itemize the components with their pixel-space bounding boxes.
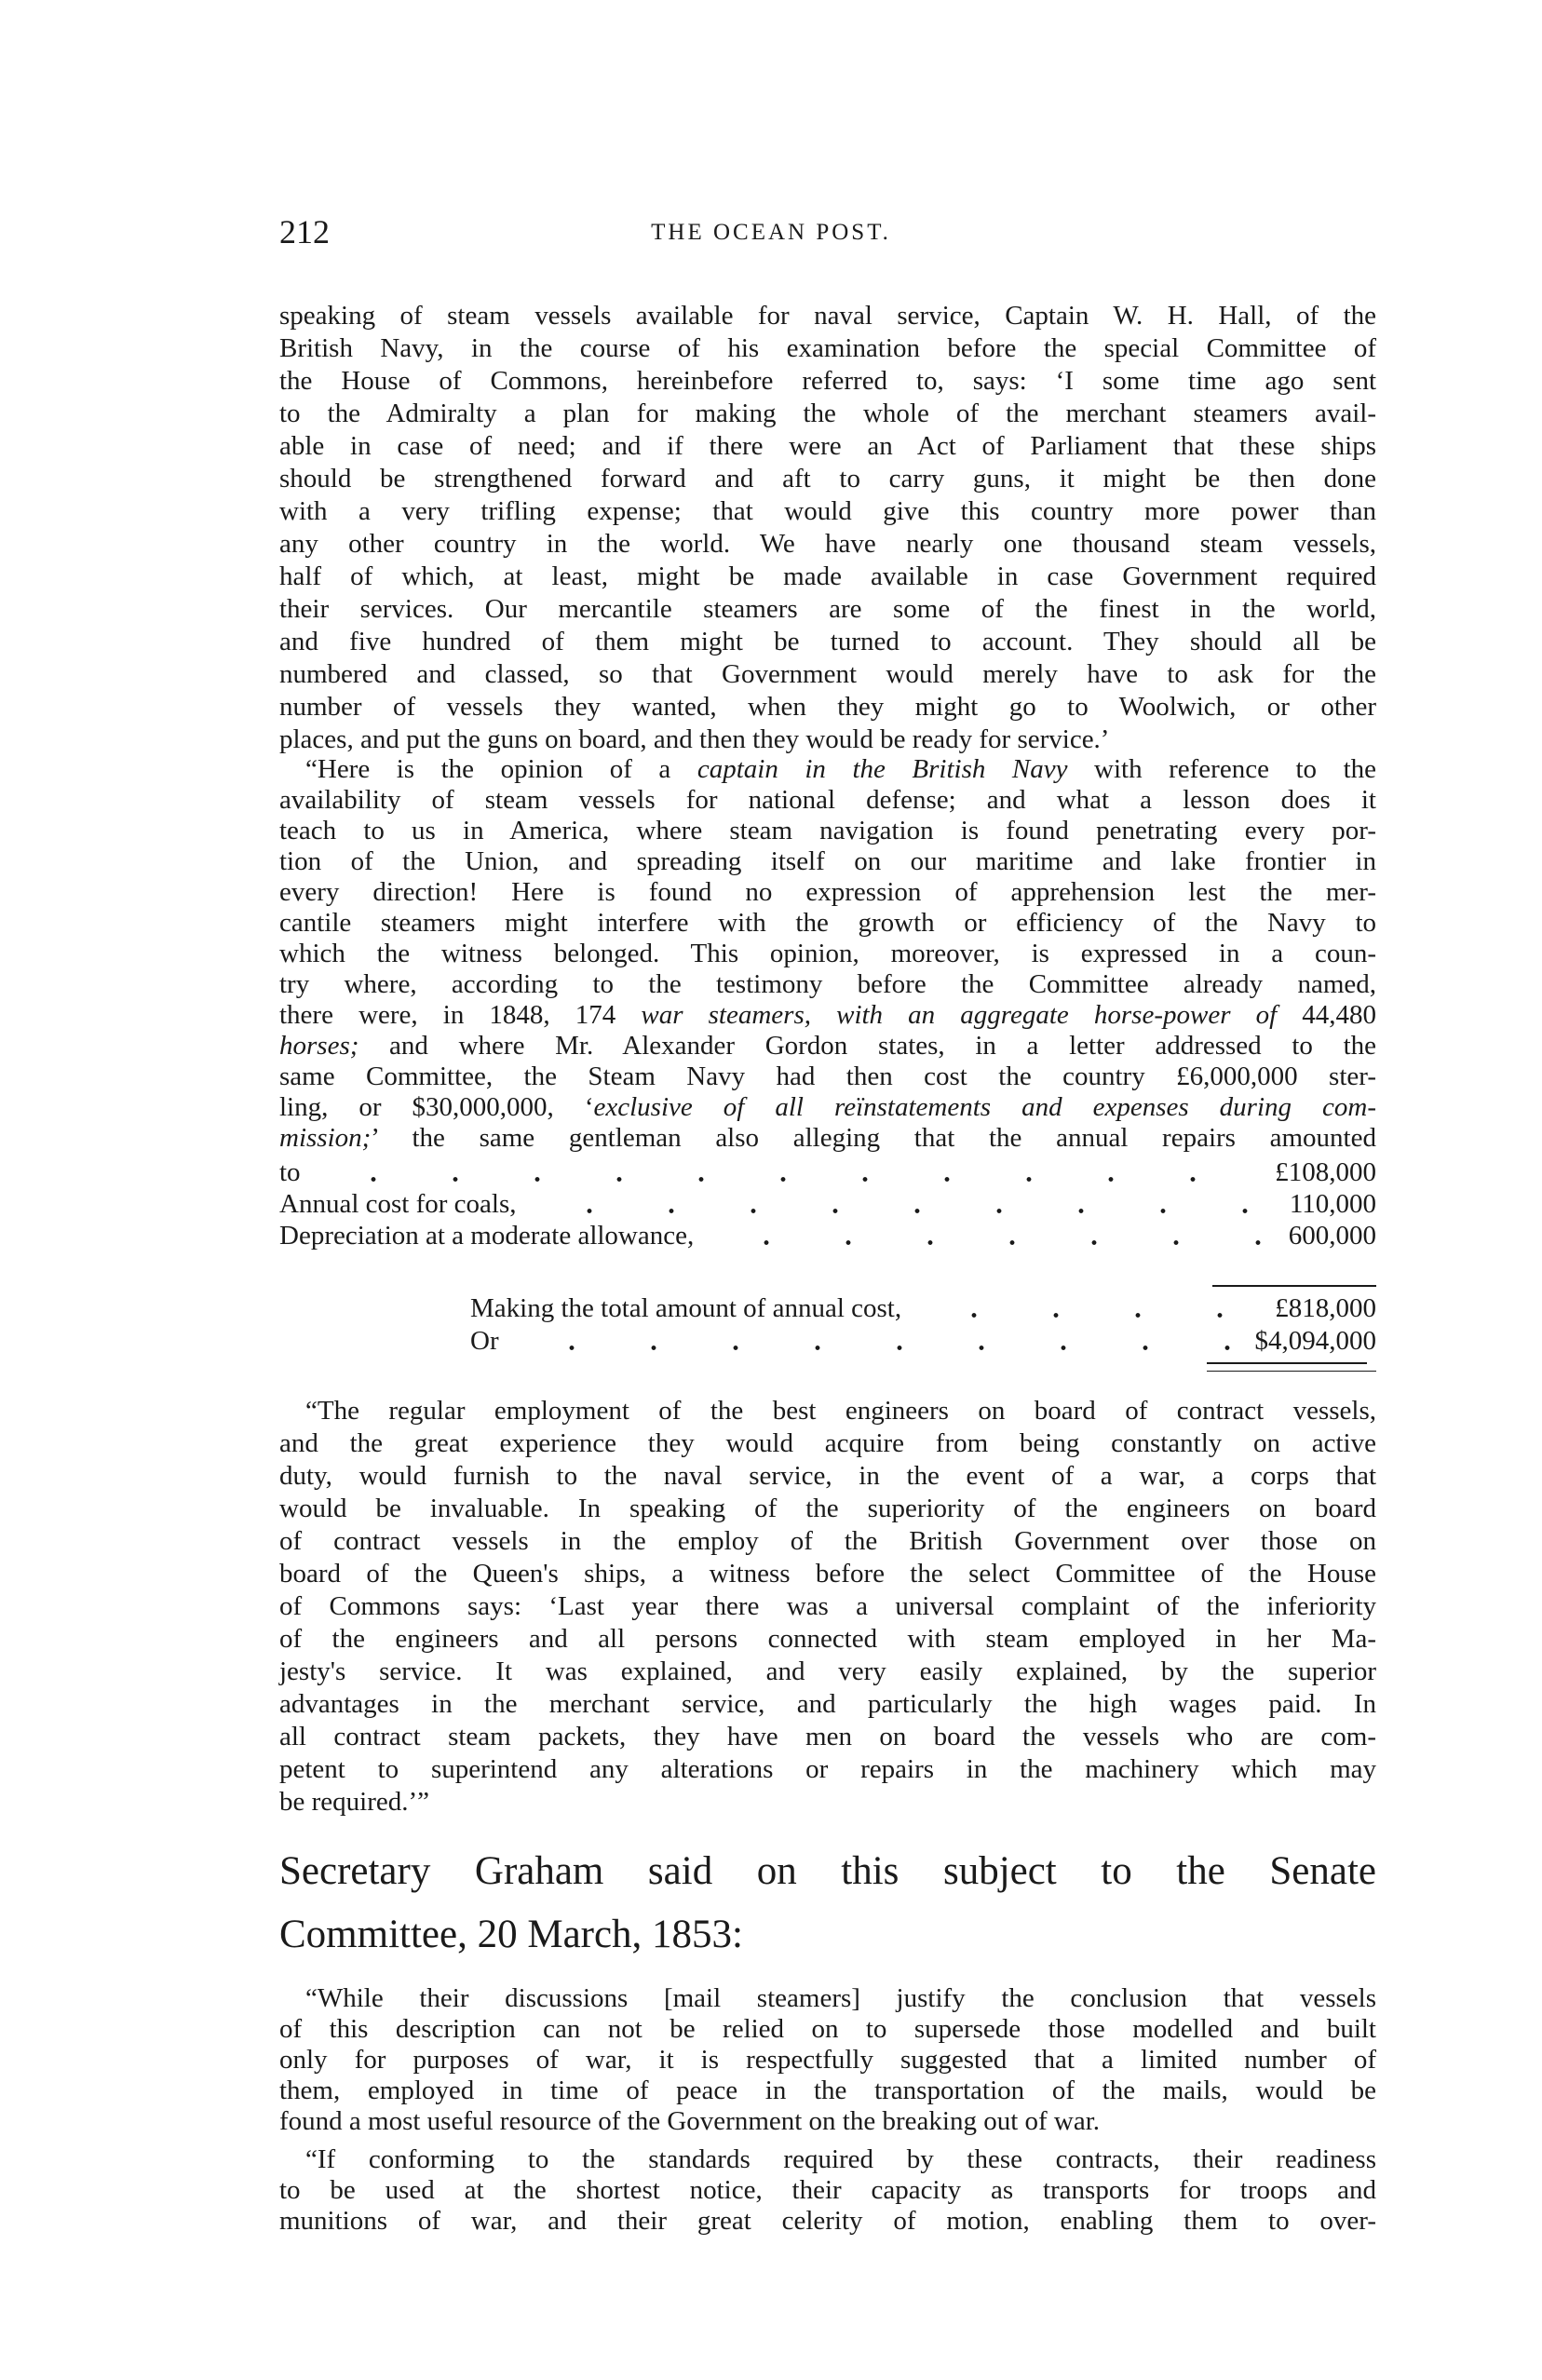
sum-rule [1212,1285,1376,1287]
dot-leader [707,1221,1276,1251]
italic-text: captain in the British Navy [697,754,1068,784]
text-line [279,1427,1376,1460]
text-segment: petent to superintend any alterations or repairs in the machinery which may [279,1754,1376,1784]
text-line [279,1558,1376,1590]
text-segment: there were, in 1848, 174 [279,1000,642,1030]
text-line [279,1031,1376,1062]
text-line [279,1395,1376,1427]
text-segment: jesty's service. It was explained, and very easily explained, by the superior [279,1657,1376,1686]
text-segment: number of vessels they wanted, when they might go to Woolwich, or other [279,692,1376,722]
text-line [279,785,1376,816]
text-segment: British Navy, in the course of his examination before the special Committee of [279,333,1376,363]
text-segment: numbered and classed, so that Government would merely have to ask for the [279,659,1376,689]
text-line [279,430,1376,463]
text-line [279,1786,1376,1819]
text-line [279,332,1376,365]
text-segment: teach to us in America, where steam navigation is found penetrating every por- [279,816,1376,845]
running-title: THE OCEAN POST. [651,220,891,245]
cost-amount: £108,000 [1275,1157,1376,1187]
double-rule-bottom [1207,1371,1376,1372]
total-row [470,1326,1376,1357]
text-segment: be required.’” [279,1787,430,1817]
text-line [279,1525,1376,1558]
text-line [279,2144,1376,2175]
text-segment: of this description can not be relied on to supersede those modelled and built [279,2014,1376,2044]
paragraph-3 [279,1395,1376,1819]
total-label: Making the total amount of annual cost, [470,1293,902,1323]
text-line [279,365,1376,398]
text-line [279,1983,1376,2014]
text-segment: availability of steam vessels for national defense; and what a lesson does it [279,785,1376,815]
dot-leader [314,1157,1263,1188]
dot-leader [512,1326,1242,1357]
text-line [279,561,1376,593]
text-segment: “While their discussions [mail steamers] justify the conclusion that vessels [305,1983,1376,2013]
italic-text: war steamers, with an aggregate horse-power of [641,1000,1278,1030]
total-amount: $4,094,000 [1254,1326,1376,1356]
cost-label: to [279,1157,301,1187]
cost-amount: 110,000 [1289,1189,1376,1219]
text-line [279,300,1376,332]
text-line [279,939,1376,969]
text-segment: and where Mr. Alexander Gordon states, in a letter addressed to the [358,1031,1376,1061]
heading-line: Secretary Graham said on this subject to the Senate [279,1849,1376,1893]
text-segment: munitions of war, and their great celerity of motion, enabling them to over- [279,2206,1376,2236]
text-segment: should be strengthened forward and aft to carry guns, it might be then done [279,464,1376,494]
paragraph-5 [279,2144,1376,2237]
heading-line: Committee, 20 March, 1853: [279,1913,744,1956]
text-line [279,1623,1376,1656]
text-segment: board of the Queen's ships, a witness before the select Committee of the House [279,1559,1376,1589]
page-number: 212 [279,213,330,250]
text-line [279,1460,1376,1493]
text-segment: same Committee, the Steam Navy had then cost the country £6,000,000 ster- [279,1062,1376,1091]
text-segment: only for purposes of war, it is respectfully suggested that a limited number of [279,2045,1376,2075]
text-segment: the House of Commons, hereinbefore referred to, says: ‘I some time ago sent [279,366,1376,396]
text-segment: all contract steam packets, they have men on board the vessels who are com- [279,1722,1376,1751]
text-line [279,1493,1376,1525]
text-line [279,877,1376,908]
text-line [279,816,1376,846]
total-label: Or [470,1326,499,1356]
text-segment: to be used at the shortest notice, their capacity as transports for troops and [279,2175,1376,2205]
total-amount: £818,000 [1275,1293,1376,1323]
text-line [279,969,1376,1000]
text-segment: with a very trifling expense; that would give this country more power than [279,496,1376,526]
text-line [279,846,1376,877]
text-segment: any other country in the world. We have nearly one thousand steam vessels, [279,529,1376,559]
text-line [279,1688,1376,1721]
text-line [279,528,1376,561]
text-line [279,2045,1376,2076]
text-segment: tion of the Union, and spreading itself on our maritime and lake frontier in [279,846,1376,876]
paragraph-1 [279,300,1376,756]
dot-leader [530,1189,1277,1220]
text-line [279,2076,1376,2106]
text-segment: places, and put the guns on board, and then they would be ready for service.’ [279,724,1110,754]
text-segment: of Commons says: ‘Last year there was a universal complaint of the inferiority [279,1591,1376,1621]
total-row [470,1293,1376,1324]
text-line [279,2106,1376,2137]
text-segment: their services. Our mercantile steamers are some of the finest in the world, [279,594,1376,624]
section-heading [279,1840,1376,1967]
text-line [279,495,1376,528]
text-line [279,1753,1376,1786]
paragraph-4 [279,1983,1376,2137]
italic-text: exclusive of all reïnstatements and expenses during com- [593,1092,1376,1122]
text-line [279,1123,1376,1154]
text-line [279,1000,1376,1031]
text-line [279,2206,1376,2237]
text-segment: found a most useful resource of the Government on the breaking out of war. [279,2106,1101,2136]
text-segment: every direction! Here is found no expression of apprehension lest the mer- [279,877,1376,907]
text-segment: and five hundred of them might be turned to account. They should all be [279,627,1376,656]
text-segment: “The regular employment of the best engineers on board of contract vessels, [305,1396,1376,1426]
text-segment: which the witness belonged. This opinion, moreover, is expressed in a coun- [279,939,1376,968]
text-segment: ’ the same gentleman also alleging that the annual repairs amounted [371,1123,1376,1153]
text-segment: speaking of steam vessels available for naval service, Captain W. H. Hall, of the [279,301,1376,331]
cost-row [279,1157,1376,1188]
cost-row [279,1189,1376,1220]
italic-text: horses; [279,1031,359,1061]
text-segment: and the great experience they would acquire from being constantly on active [279,1428,1376,1458]
cost-label: Annual cost for coals, [279,1189,517,1219]
text-segment: would be invaluable. In speaking of the superiority of the engineers on board [279,1494,1376,1523]
text-segment: to the Admiralty a plan for making the whole of the merchant steamers avail- [279,399,1376,428]
double-rule-top [1207,1362,1367,1364]
cost-amount: 600,000 [1288,1221,1376,1251]
text-line [279,1092,1376,1123]
cost-row [279,1221,1376,1251]
text-segment: cantile steamers might interfere with the growth or efficiency of the Navy to [279,908,1376,938]
cost-label: Depreciation at a moderate allowance, [279,1221,695,1251]
italic-text: mission; [279,1123,372,1153]
text-segment: them, employed in time of peace in the transportation of the mails, would be [279,2076,1376,2105]
text-line [279,723,1376,756]
text-line [279,1656,1376,1688]
text-segment: with reference to the [1067,754,1377,784]
text-segment: half of which, at least, might be made available in case Government required [279,561,1376,591]
text-line [279,1721,1376,1753]
text-line [279,754,1376,785]
text-line [279,658,1376,691]
text-segment: ling, or $30,000,000, ‘ [279,1092,594,1122]
text-segment: of contract vessels in the employ of the British Government over those on [279,1526,1376,1556]
text-segment: able in case of need; and if there were an Act of Parliament that these ships [279,431,1376,461]
text-line [279,1590,1376,1623]
text-line [279,2014,1376,2045]
text-segment: 44,480 [1277,1000,1377,1030]
text-line [279,2175,1376,2206]
text-line [279,593,1376,626]
paragraph-2 [279,754,1376,1154]
text-line [279,908,1376,939]
text-segment: “Here is the opinion of a [305,754,697,784]
text-segment: advantages in the merchant service, and particularly the high wages paid. In [279,1689,1376,1719]
text-line [279,1062,1376,1092]
text-segment: of the engineers and all persons connected with steam employed in her Ma- [279,1624,1376,1654]
dot-leader [914,1293,1262,1324]
text-segment: try where, according to the testimony before the Committee already named, [279,969,1376,999]
text-segment: duty, would furnish to the naval service, in the event of a war, a corps that [279,1461,1376,1491]
text-line [279,463,1376,495]
text-segment: “If conforming to the standards required by these contracts, their readiness [305,2144,1376,2174]
text-line [279,626,1376,658]
text-line [279,398,1376,430]
text-line [279,691,1376,723]
